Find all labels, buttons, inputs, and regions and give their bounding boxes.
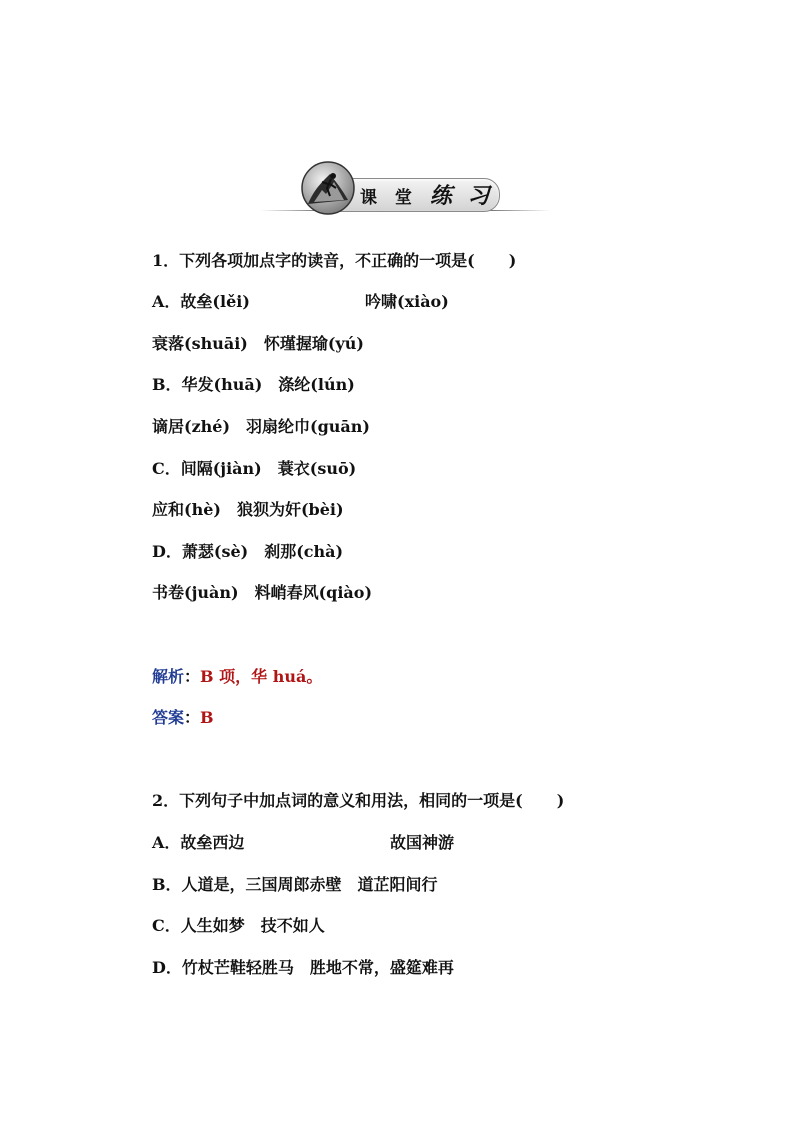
analysis-label: 解析	[152, 667, 185, 686]
analysis-text: B 项，华 huá。	[200, 667, 323, 686]
section-banner	[260, 160, 550, 220]
q1-option-a-row1	[152, 291, 552, 313]
q1-option-b-row2: 谪居(zhé) 羽扇纶巾(guān)	[152, 417, 371, 436]
q1-option-c-row1: C．间隔(jiàn) 蓑衣(suō)	[152, 459, 357, 478]
q2-option-c: C．人生如梦 技不如人	[152, 916, 325, 935]
q2-stem: 2．下列句子中加点词的意义和用法，相同的一项是( )	[152, 791, 565, 810]
q1-analysis	[152, 666, 322, 688]
q1-stem: 1．下列各项加点字的读音，不正确的一项是( )	[152, 251, 517, 270]
banner-title-small: 课 堂	[360, 188, 418, 208]
q1-option-a-row2: 衰落(shuāi) 怀瑾握瑜(yú)	[152, 334, 364, 353]
q1-answer	[152, 707, 214, 729]
q1-option-d-row2: 书卷(juàn) 料峭春风(qiào)	[152, 583, 373, 602]
answer-text: B	[200, 708, 214, 727]
q1-option-c-row2: 应和(hè) 狼狈为奸(bèi)	[152, 500, 344, 519]
q1-option-b-row1: B．华发(huā) 涤纶(lún)	[152, 375, 355, 394]
climber-emblem-icon	[300, 160, 356, 216]
q2-option-d: D．竹杖芒鞋轻胜马 胜地不常，盛筵难再	[152, 958, 454, 977]
q2-a-left: A．故垒西边	[152, 833, 245, 852]
q1-a-right: 吟啸(xiào)	[365, 292, 449, 311]
q2-option-a	[152, 832, 552, 854]
q2-option-b: B．人道是，三国周郎赤壁 道芷阳间行	[152, 875, 438, 894]
banner-title	[360, 182, 494, 210]
banner-title-large: 练 习	[429, 183, 494, 209]
answer-colon: ：	[184, 708, 201, 727]
analysis-colon: ：	[184, 667, 201, 686]
q1-option-d-row1: D．萧瑟(sè) 刹那(chà)	[152, 542, 344, 561]
answer-label: 答案	[152, 708, 185, 727]
q1-a-left: A．故垒(lěi)	[152, 292, 250, 311]
q2-a-right: 故国神游	[390, 833, 455, 852]
